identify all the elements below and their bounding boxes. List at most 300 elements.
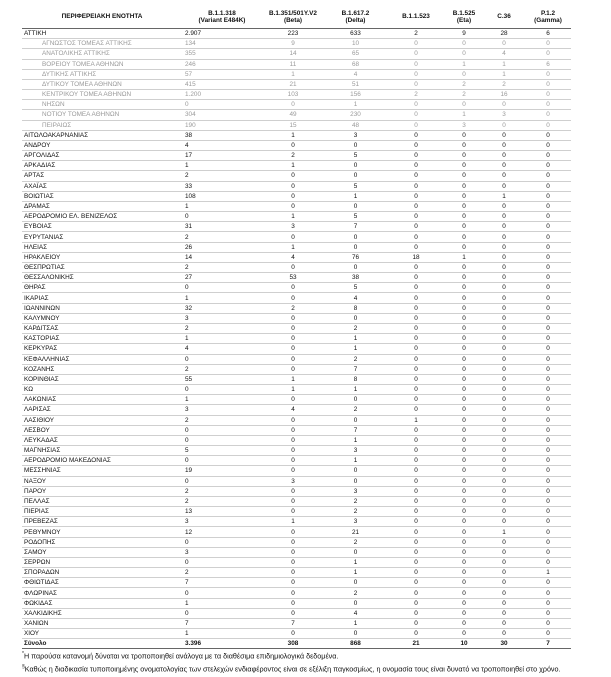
- cell-value: 0: [445, 507, 483, 517]
- cell-value: 7: [182, 618, 262, 628]
- table-row: [22, 385, 571, 395]
- cell-value: 0: [387, 303, 445, 313]
- cell-value: 4: [182, 140, 262, 150]
- cell-value: 1: [182, 334, 262, 344]
- cell-value: 0: [525, 618, 571, 628]
- cell-value: 0: [483, 629, 525, 639]
- footnote-text: Καθώς η διαδικασία τυποποιημένης ονοματολογίας των στελεχών ενδιαφέροντος είναι σε εξέλιξη παγκοσμίως, η ονομασία τους είναι δυνατό να τροποποιηθεί στο χρόνο.: [24, 664, 561, 674]
- column-header-variant: [387, 6, 445, 29]
- cell-value: 0: [483, 334, 525, 344]
- table-row: [22, 578, 571, 588]
- column-header-variant: [483, 6, 525, 29]
- cell-value: 0: [445, 568, 483, 578]
- cell-value: 0: [445, 201, 483, 211]
- region-name: ΠΙΕΡΙΑΣ: [22, 507, 182, 517]
- table-row: [22, 293, 571, 303]
- column-header-sublabel: (Eta): [456, 17, 472, 24]
- cell-value: 0: [525, 262, 571, 272]
- region-name: ΡΟΔΟΠΗΣ: [22, 537, 182, 547]
- cell-value: 0: [387, 568, 445, 578]
- cell-value: 0: [387, 110, 445, 120]
- region-name: ΗΛΕΙΑΣ: [22, 242, 182, 252]
- cell-value: 2: [182, 496, 262, 506]
- cell-value: 0: [262, 527, 324, 537]
- cell-value: 0: [387, 212, 445, 222]
- cell-value: 3: [324, 486, 387, 496]
- cell-value: 1: [483, 59, 525, 69]
- cell-value: 1: [483, 69, 525, 79]
- cell-value: 1: [324, 568, 387, 578]
- cell-value: 0: [483, 425, 525, 435]
- footnote: [22, 662, 590, 674]
- footnote-text: Η παρούσα κατανομή δύναται να τροποποιηθεί ανάλογα με τα διαθέσιμα επιδημιολογικά δεδομένα.: [23, 651, 339, 661]
- cell-value: 0: [445, 547, 483, 557]
- table-row: [22, 588, 571, 598]
- cell-value: 0: [525, 293, 571, 303]
- region-name: ΝΗΣΩΝ: [22, 100, 182, 110]
- cell-value: 0: [262, 283, 324, 293]
- cell-value: 0: [525, 486, 571, 496]
- cell-value: 0: [182, 100, 262, 110]
- cell-value: 7: [182, 578, 262, 588]
- cell-value: 4: [483, 49, 525, 59]
- region-name: ΕΥΡΥΤΑΝΙΑΣ: [22, 232, 182, 242]
- cell-value: 0: [483, 171, 525, 181]
- cell-value: 0: [445, 486, 483, 496]
- region-name: ΔΥΤΙΚΗΣ ΑΤΤΙΚΗΣ: [22, 69, 182, 79]
- cell-value: 0: [387, 354, 445, 364]
- cell-value: 0: [262, 293, 324, 303]
- table-row: [22, 425, 571, 435]
- cell-value: 7: [324, 425, 387, 435]
- column-header-variant: [262, 6, 324, 29]
- cell-value: 0: [387, 161, 445, 171]
- cell-value: 1: [387, 415, 445, 425]
- cell-value: 0: [262, 201, 324, 211]
- cell-value: 0: [483, 547, 525, 557]
- region-name: ΔΡΑΜΑΣ: [22, 201, 182, 211]
- column-header-label: B.1.1.523: [402, 13, 430, 21]
- cell-value: 0: [525, 323, 571, 333]
- cell-value: 1: [324, 557, 387, 567]
- cell-value: 0: [525, 517, 571, 527]
- cell-value: 0: [525, 354, 571, 364]
- cell-value: 0: [387, 313, 445, 323]
- cell-value: 2: [483, 79, 525, 89]
- cell-value: 0: [387, 517, 445, 527]
- cell-value: 2.907: [182, 29, 262, 39]
- cell-value: 3: [182, 405, 262, 415]
- cell-value: 0: [445, 446, 483, 456]
- cell-value: 0: [483, 303, 525, 313]
- cell-value: 0: [182, 283, 262, 293]
- table-row: [22, 303, 571, 313]
- cell-value: 15: [262, 120, 324, 130]
- cell-value: 108: [182, 191, 262, 201]
- total-value: 10: [445, 639, 483, 649]
- cell-value: 4: [262, 405, 324, 415]
- cell-value: 26: [182, 242, 262, 252]
- cell-value: 1: [182, 293, 262, 303]
- cell-value: 0: [445, 334, 483, 344]
- cell-value: 21: [324, 527, 387, 537]
- cell-value: 1: [445, 59, 483, 69]
- cell-value: 0: [445, 273, 483, 283]
- cell-value: 0: [262, 598, 324, 608]
- region-name: ΣΑΜΟΥ: [22, 547, 182, 557]
- cell-value: 0: [525, 90, 571, 100]
- table-row: [22, 507, 571, 517]
- cell-value: 12: [182, 527, 262, 537]
- cell-value: 1: [182, 598, 262, 608]
- cell-value: 304: [182, 110, 262, 120]
- cell-value: 0: [445, 466, 483, 476]
- cell-value: 19: [182, 466, 262, 476]
- region-name: ΚΑΡΔΙΤΣΑΣ: [22, 323, 182, 333]
- cell-value: 415: [182, 79, 262, 89]
- table-subrow: [22, 120, 571, 130]
- table-subrow: [22, 49, 571, 59]
- cell-value: 0: [525, 140, 571, 150]
- column-header-sublabel: (Delta): [345, 17, 366, 24]
- cell-value: 0: [387, 537, 445, 547]
- table-row: [22, 313, 571, 323]
- cell-value: 0: [525, 110, 571, 120]
- cell-value: 1: [324, 191, 387, 201]
- table-row: [22, 140, 571, 150]
- document-page: [22, 6, 590, 674]
- table-row: [22, 557, 571, 567]
- cell-value: 355: [182, 49, 262, 59]
- region-name: ΑΡΓΟΛΙΔΑΣ: [22, 151, 182, 161]
- table-row: [22, 262, 571, 272]
- cell-value: 0: [483, 232, 525, 242]
- cell-value: 0: [182, 608, 262, 618]
- region-name: ΜΕΣΣΗΝΙΑΣ: [22, 466, 182, 476]
- table-row: [22, 181, 571, 191]
- cell-value: 0: [324, 578, 387, 588]
- region-name: ΝΑΞΟΥ: [22, 476, 182, 486]
- total-value: 868: [324, 639, 387, 649]
- cell-value: 1: [262, 161, 324, 171]
- table-row: [22, 161, 571, 171]
- cell-value: 3: [182, 517, 262, 527]
- cell-value: 0: [445, 374, 483, 384]
- cell-value: 33: [182, 181, 262, 191]
- cell-value: 0: [387, 456, 445, 466]
- cell-value: 0: [525, 232, 571, 242]
- region-name: ΔΥΤΙΚΟΥ ΤΟΜΕΑ ΑΘΗΝΩΝ: [22, 79, 182, 89]
- cell-value: 3: [445, 120, 483, 130]
- table-row: [22, 568, 571, 578]
- cell-value: 2: [262, 151, 324, 161]
- cell-value: 0: [182, 557, 262, 567]
- cell-value: 0: [525, 120, 571, 130]
- region-name: ΑΝΑΤΟΛΙΚΗΣ ΑΤΤΙΚΗΣ: [22, 49, 182, 59]
- cell-value: 3: [262, 476, 324, 486]
- cell-value: 0: [483, 507, 525, 517]
- cell-value: 0: [262, 323, 324, 333]
- cell-value: 0: [387, 557, 445, 567]
- cell-value: 0: [387, 130, 445, 140]
- column-header-label: C.36: [497, 13, 511, 21]
- cell-value: 2: [324, 496, 387, 506]
- cell-value: 0: [483, 456, 525, 466]
- total-value: 308: [262, 639, 324, 649]
- cell-value: 0: [445, 557, 483, 567]
- cell-value: 0: [525, 588, 571, 598]
- table-row: [22, 354, 571, 364]
- total-value: 21: [387, 639, 445, 649]
- cell-value: 0: [483, 618, 525, 628]
- region-name: ΘΕΣΣΑΛΟΝΙΚΗΣ: [22, 273, 182, 283]
- cell-value: 0: [445, 364, 483, 374]
- cell-value: 0: [262, 507, 324, 517]
- table-subrow: [22, 79, 571, 89]
- cell-value: 0: [483, 385, 525, 395]
- cell-value: 2: [182, 232, 262, 242]
- cell-value: 0: [262, 466, 324, 476]
- cell-value: 0: [262, 547, 324, 557]
- table-row: [22, 334, 571, 344]
- cell-value: 190: [182, 120, 262, 130]
- cell-value: 0: [262, 181, 324, 191]
- cell-value: 0: [387, 59, 445, 69]
- cell-value: 0: [387, 222, 445, 232]
- cell-value: 6: [525, 59, 571, 69]
- region-name: ΚΑΛΥΜΝΟΥ: [22, 313, 182, 323]
- cell-value: 0: [525, 49, 571, 59]
- cell-value: 0: [445, 608, 483, 618]
- cell-value: 4: [324, 293, 387, 303]
- cell-value: 1: [324, 344, 387, 354]
- cell-value: 0: [525, 303, 571, 313]
- cell-value: 0: [445, 385, 483, 395]
- column-header-variant: [525, 6, 571, 29]
- table-row: [22, 486, 571, 496]
- cell-value: 0: [483, 222, 525, 232]
- cell-value: 2: [324, 405, 387, 415]
- cell-value: 2: [182, 323, 262, 333]
- cell-value: 0: [445, 456, 483, 466]
- cell-value: 8: [324, 374, 387, 384]
- region-name: ΒΟΙΩΤΙΑΣ: [22, 191, 182, 201]
- cell-value: 0: [525, 201, 571, 211]
- table-row: [22, 344, 571, 354]
- cell-value: 3: [324, 446, 387, 456]
- region-name: ΒΟΡΕΙΟΥ ΤΟΜΕΑ ΑΘΗΝΩΝ: [22, 59, 182, 69]
- table-row: [22, 496, 571, 506]
- cell-value: 57: [182, 69, 262, 79]
- cell-value: 0: [525, 425, 571, 435]
- cell-value: 38: [324, 273, 387, 283]
- table-row: [22, 374, 571, 384]
- cell-value: 0: [483, 598, 525, 608]
- cell-value: 0: [387, 283, 445, 293]
- cell-value: 0: [525, 547, 571, 557]
- cell-value: 0: [525, 598, 571, 608]
- cell-value: 0: [445, 191, 483, 201]
- cell-value: 13: [182, 507, 262, 517]
- region-name: ΧΑΝΙΩΝ: [22, 618, 182, 628]
- cell-value: 103: [262, 90, 324, 100]
- cell-value: 0: [445, 323, 483, 333]
- cell-value: 14: [262, 49, 324, 59]
- table-row: [22, 395, 571, 405]
- cell-value: 2: [387, 90, 445, 100]
- table-row: [22, 212, 571, 222]
- cell-value: 0: [525, 527, 571, 537]
- region-name: ΘΕΣΠΡΩΤΙΑΣ: [22, 262, 182, 272]
- cell-value: 0: [445, 405, 483, 415]
- region-name: ΛΑΚΩΝΙΑΣ: [22, 395, 182, 405]
- cell-value: 0: [483, 374, 525, 384]
- cell-value: 0: [445, 232, 483, 242]
- table-row: [22, 415, 571, 425]
- cell-value: 0: [525, 344, 571, 354]
- cell-value: 1: [262, 385, 324, 395]
- cell-value: 0: [525, 151, 571, 161]
- cell-value: 0: [182, 588, 262, 598]
- cell-value: 0: [445, 395, 483, 405]
- cell-value: 0: [262, 446, 324, 456]
- cell-value: 2: [387, 29, 445, 39]
- cell-value: 0: [525, 242, 571, 252]
- cell-value: 28: [483, 29, 525, 39]
- region-name: ΚΕΦΑΛΛΗΝΙΑΣ: [22, 354, 182, 364]
- column-header-sublabel: (Beta): [283, 17, 303, 24]
- cell-value: 0: [387, 486, 445, 496]
- region-name: ΛΑΣΙΘΙΟΥ: [22, 415, 182, 425]
- cell-value: 0: [387, 69, 445, 79]
- cell-value: 1: [445, 252, 483, 262]
- column-header-variant: [324, 6, 387, 29]
- cell-value: 1: [445, 110, 483, 120]
- cell-value: 0: [387, 618, 445, 628]
- cell-value: 0: [445, 425, 483, 435]
- cell-value: 0: [445, 578, 483, 588]
- cell-value: 38: [182, 130, 262, 140]
- cell-value: 0: [182, 537, 262, 547]
- cell-value: 134: [182, 39, 262, 49]
- cell-value: 0: [262, 578, 324, 588]
- region-name: ΚΕΝΤΡΙΚΟΥ ΤΟΜΕΑ ΑΘΗΝΩΝ: [22, 90, 182, 100]
- cell-value: 0: [445, 212, 483, 222]
- cell-value: 0: [324, 161, 387, 171]
- cell-value: 0: [525, 395, 571, 405]
- cell-value: 0: [387, 507, 445, 517]
- cell-value: 0: [262, 313, 324, 323]
- cell-value: 3: [324, 517, 387, 527]
- region-name: ΙΩΑΝΝΙΝΩΝ: [22, 303, 182, 313]
- cell-value: 0: [525, 608, 571, 618]
- cell-value: 0: [525, 39, 571, 49]
- cell-value: 1: [324, 334, 387, 344]
- footnote: [22, 649, 590, 661]
- total-value: 30: [483, 639, 525, 649]
- table-subrow: [22, 59, 571, 69]
- cell-value: 0: [483, 364, 525, 374]
- table-subrow: [22, 110, 571, 120]
- cell-value: 1: [324, 100, 387, 110]
- cell-value: 0: [525, 537, 571, 547]
- cell-value: 7: [324, 364, 387, 374]
- cell-value: 2: [324, 537, 387, 547]
- table-row: [22, 232, 571, 242]
- cell-value: 0: [387, 151, 445, 161]
- cell-value: 1: [262, 517, 324, 527]
- cell-value: 0: [445, 618, 483, 628]
- column-header-variant: [445, 6, 483, 29]
- cell-value: 0: [387, 171, 445, 181]
- cell-value: 0: [387, 629, 445, 639]
- table-row: [22, 252, 571, 262]
- variants-table: [22, 6, 571, 649]
- cell-value: 0: [387, 405, 445, 415]
- cell-value: 0: [262, 171, 324, 181]
- cell-value: 0: [324, 262, 387, 272]
- column-header-label: B.1.1.318: [208, 9, 236, 17]
- cell-value: 0: [483, 323, 525, 333]
- cell-value: 0: [525, 578, 571, 588]
- cell-value: 2: [324, 588, 387, 598]
- table-row: [22, 273, 571, 283]
- cell-value: 5: [182, 446, 262, 456]
- cell-value: 0: [445, 151, 483, 161]
- cell-value: 0: [483, 140, 525, 150]
- table-subrow: [22, 90, 571, 100]
- cell-value: 17: [182, 151, 262, 161]
- table-row: [22, 608, 571, 618]
- cell-value: 0: [525, 181, 571, 191]
- cell-value: 0: [262, 344, 324, 354]
- cell-value: 0: [445, 629, 483, 639]
- cell-value: 0: [525, 171, 571, 181]
- cell-value: 0: [483, 446, 525, 456]
- cell-value: 0: [262, 364, 324, 374]
- cell-value: 0: [525, 374, 571, 384]
- region-name: ΛΕΣΒΟΥ: [22, 425, 182, 435]
- cell-value: 0: [262, 456, 324, 466]
- cell-value: 0: [324, 466, 387, 476]
- column-header-region: [22, 6, 182, 29]
- cell-value: 0: [525, 100, 571, 110]
- cell-value: 0: [387, 385, 445, 395]
- cell-value: 0: [182, 212, 262, 222]
- cell-value: 1: [483, 191, 525, 201]
- table-row: [22, 405, 571, 415]
- cell-value: 0: [525, 283, 571, 293]
- cell-value: 32: [182, 303, 262, 313]
- cell-value: 0: [525, 456, 571, 466]
- cell-value: 0: [262, 262, 324, 272]
- cell-value: 0: [387, 262, 445, 272]
- cell-value: 0: [387, 323, 445, 333]
- cell-value: 0: [483, 486, 525, 496]
- region-name: ΑΧΑΪΑΣ: [22, 181, 182, 191]
- cell-value: 0: [525, 446, 571, 456]
- cell-value: 0: [324, 313, 387, 323]
- cell-value: 0: [387, 364, 445, 374]
- cell-value: 3: [324, 130, 387, 140]
- table-row: [22, 446, 571, 456]
- table-row: [22, 618, 571, 628]
- cell-value: 0: [324, 171, 387, 181]
- cell-value: 0: [387, 527, 445, 537]
- cell-value: 0: [262, 191, 324, 201]
- table-row: [22, 629, 571, 639]
- cell-value: 5: [324, 212, 387, 222]
